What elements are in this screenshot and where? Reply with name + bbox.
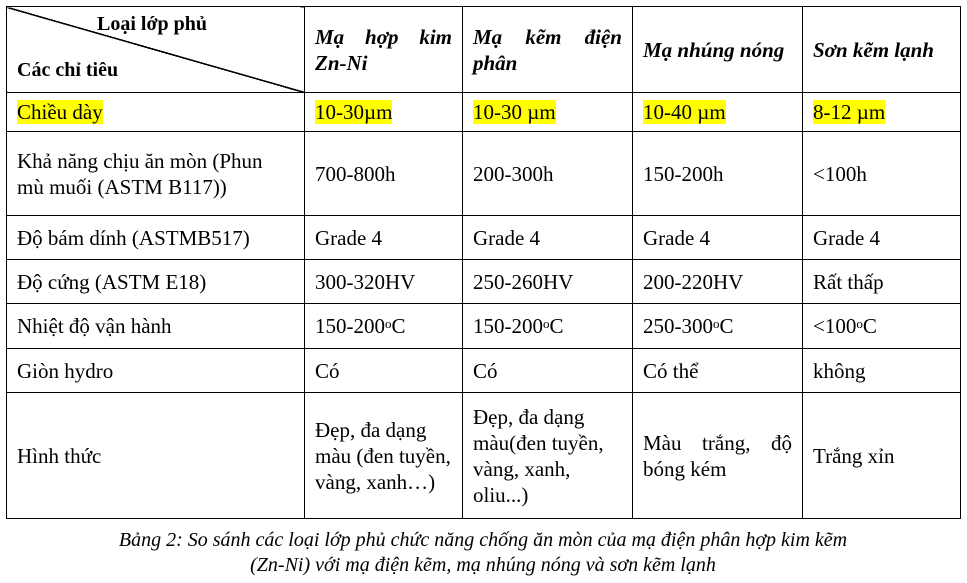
table-cell: Đẹp, đa dạng màu (đen tuyền, vàng, xanh…): [305, 393, 463, 519]
table-cell: 200-300h: [463, 132, 633, 216]
table-cell: Trắng xỉn: [803, 393, 961, 519]
degree-mark: o: [543, 316, 550, 331]
table-cell: Grade 4: [803, 216, 961, 260]
table-cell: Grade 4: [305, 216, 463, 260]
table-row: [7, 93, 961, 132]
row-label: Giòn hydro: [7, 349, 305, 393]
table-cell: [463, 93, 633, 132]
table-cell: <100h: [803, 132, 961, 216]
table-cell: [305, 93, 463, 132]
column-header-electro-zinc: Mạ kẽm điện phân: [463, 7, 633, 93]
table-cell: Có: [305, 349, 463, 393]
table-cell: Đẹp, đa dạng màu(đen tuyền, vàng, xanh, oliu...): [463, 393, 633, 519]
header-row: [7, 7, 961, 93]
table-cell: 700-800h: [305, 132, 463, 216]
row-label: Nhiệt độ vận hành: [7, 304, 305, 349]
table-cell: Grade 4: [633, 216, 803, 260]
corner-criteria-label: Các chỉ tiêu: [17, 59, 119, 81]
table-cell: Có thể: [633, 349, 803, 393]
temp-unit: C: [719, 314, 734, 338]
table-row: [7, 132, 961, 216]
comparison-table: [6, 6, 961, 519]
table-cell: 150-200h: [633, 132, 803, 216]
table-cell: không: [803, 349, 961, 393]
table-cell: 200-220HV: [633, 260, 803, 304]
degree-mark: o: [385, 316, 392, 331]
table-cell: [633, 93, 803, 132]
highlighted-text: 10-40 µm: [643, 100, 726, 124]
table-cell: [803, 93, 961, 132]
temp-range: <100: [813, 314, 857, 338]
row-label: [7, 93, 305, 132]
column-header-cold-zinc-paint: Sơn kẽm lạnh: [803, 7, 961, 93]
header-corner-cell: [7, 7, 305, 93]
temp-range: 250-300: [643, 314, 713, 338]
highlighted-text: 10-30µm: [315, 100, 393, 124]
row-label: Hình thức: [7, 393, 305, 519]
column-header-zn-ni: Mạ hợp kim Zn-Ni: [305, 7, 463, 93]
row-label: Độ bám dính (ASTMB517): [7, 216, 305, 260]
table-cell: [633, 304, 803, 349]
table-cell: [803, 304, 961, 349]
temp-range: 150-200: [315, 314, 385, 338]
degree-mark: o: [856, 316, 863, 331]
table-cell: [463, 304, 633, 349]
highlighted-text: 8-12 µm: [813, 100, 886, 124]
highlighted-text: 10-30 µm: [473, 100, 556, 124]
table-cell: Rất thấp: [803, 260, 961, 304]
row-label: Khả năng chịu ăn mòn (Phun mù muối (ASTM B117)): [7, 132, 305, 216]
table-caption: [6, 528, 960, 578]
degree-mark: o: [713, 316, 720, 331]
temp-range: 150-200: [473, 314, 543, 338]
table-row: [7, 393, 961, 519]
temp-unit: C: [549, 314, 564, 338]
row-label: Độ cứng (ASTM E18): [7, 260, 305, 304]
table-cell: [305, 304, 463, 349]
caption-line-2: (Zn-Ni) với mạ điện kẽm, mạ nhúng nóng và sơn kẽm lạnh: [250, 554, 716, 576]
table-cell: Màu trắng, độ bóng kém: [633, 393, 803, 519]
table-cell: Có: [463, 349, 633, 393]
temp-unit: C: [862, 314, 877, 338]
table-cell: 250-260HV: [463, 260, 633, 304]
temp-unit: C: [391, 314, 406, 338]
caption-line-1: Bảng 2: So sánh các loại lớp phủ chức năng chống ăn mòn của mạ điện phân hợp kim kẽm: [118, 529, 848, 551]
table-cell: 300-320HV: [305, 260, 463, 304]
highlighted-text: Chiều dày: [17, 100, 103, 124]
table-row: [7, 216, 961, 260]
table-row: [7, 304, 961, 349]
corner-coating-type-label: Loại lớp phủ: [97, 13, 208, 35]
table-cell: Grade 4: [463, 216, 633, 260]
column-header-hot-dip: Mạ nhúng nóng: [633, 7, 803, 93]
table-row: [7, 349, 961, 393]
table-row: [7, 260, 961, 304]
